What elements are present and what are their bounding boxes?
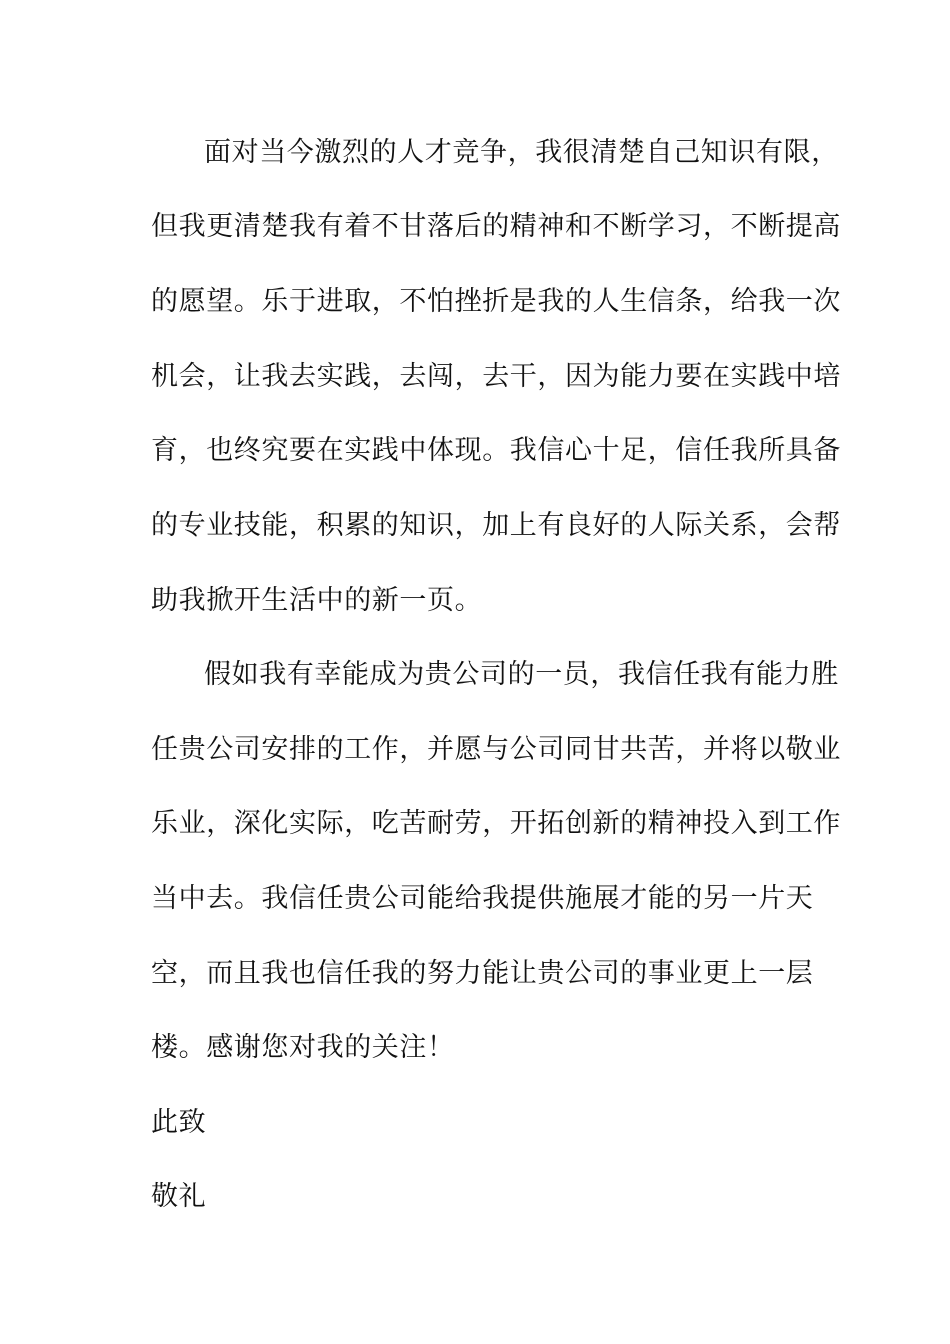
paragraph-line: 的专业技能，积累的知识，加上有良好的人际关系，会帮 <box>151 510 841 541</box>
paragraph-line: 当中去。我信任贵公司能给我提供施展才能的另一片天 <box>151 883 814 914</box>
paragraph-line: 育，也终究要在实践中体现。我信心十足，信任我所具备 <box>151 435 841 466</box>
paragraph-line: 楼。感谢您对我的关注！ <box>151 1032 455 1063</box>
paragraph-line: 机会，让我去实践，去闯，去干，因为能力要在实践中培 <box>151 361 841 392</box>
closing-text: 此致 <box>151 1107 207 1138</box>
paragraph-line: 假如我有幸能成为贵公司的一员，我信任我有能力胜 <box>204 659 839 690</box>
paragraph-line: 的愿望。乐于进取，不怕挫折是我的人生信条，给我一次 <box>151 286 841 317</box>
salutation-text: 敬礼 <box>151 1181 207 1212</box>
paragraph-line: 但我更清楚我有着不甘落后的精神和不断学习，不断提高 <box>151 211 841 242</box>
paragraph-line: 助我掀开生活中的新一页。 <box>151 585 483 616</box>
paragraph-line: 乐业，深化实际，吃苦耐劳，开拓创新的精神投入到工作 <box>151 808 841 839</box>
paragraph-line: 空，而且我也信任我的努力能让贵公司的事业更上一层 <box>151 958 814 989</box>
paragraph-line: 任贵公司安排的工作，并愿与公司同甘共苦，并将以敬业 <box>151 734 841 765</box>
paragraph-line: 面对当今激烈的人才竞争，我很清楚自己知识有限， <box>204 137 839 168</box>
